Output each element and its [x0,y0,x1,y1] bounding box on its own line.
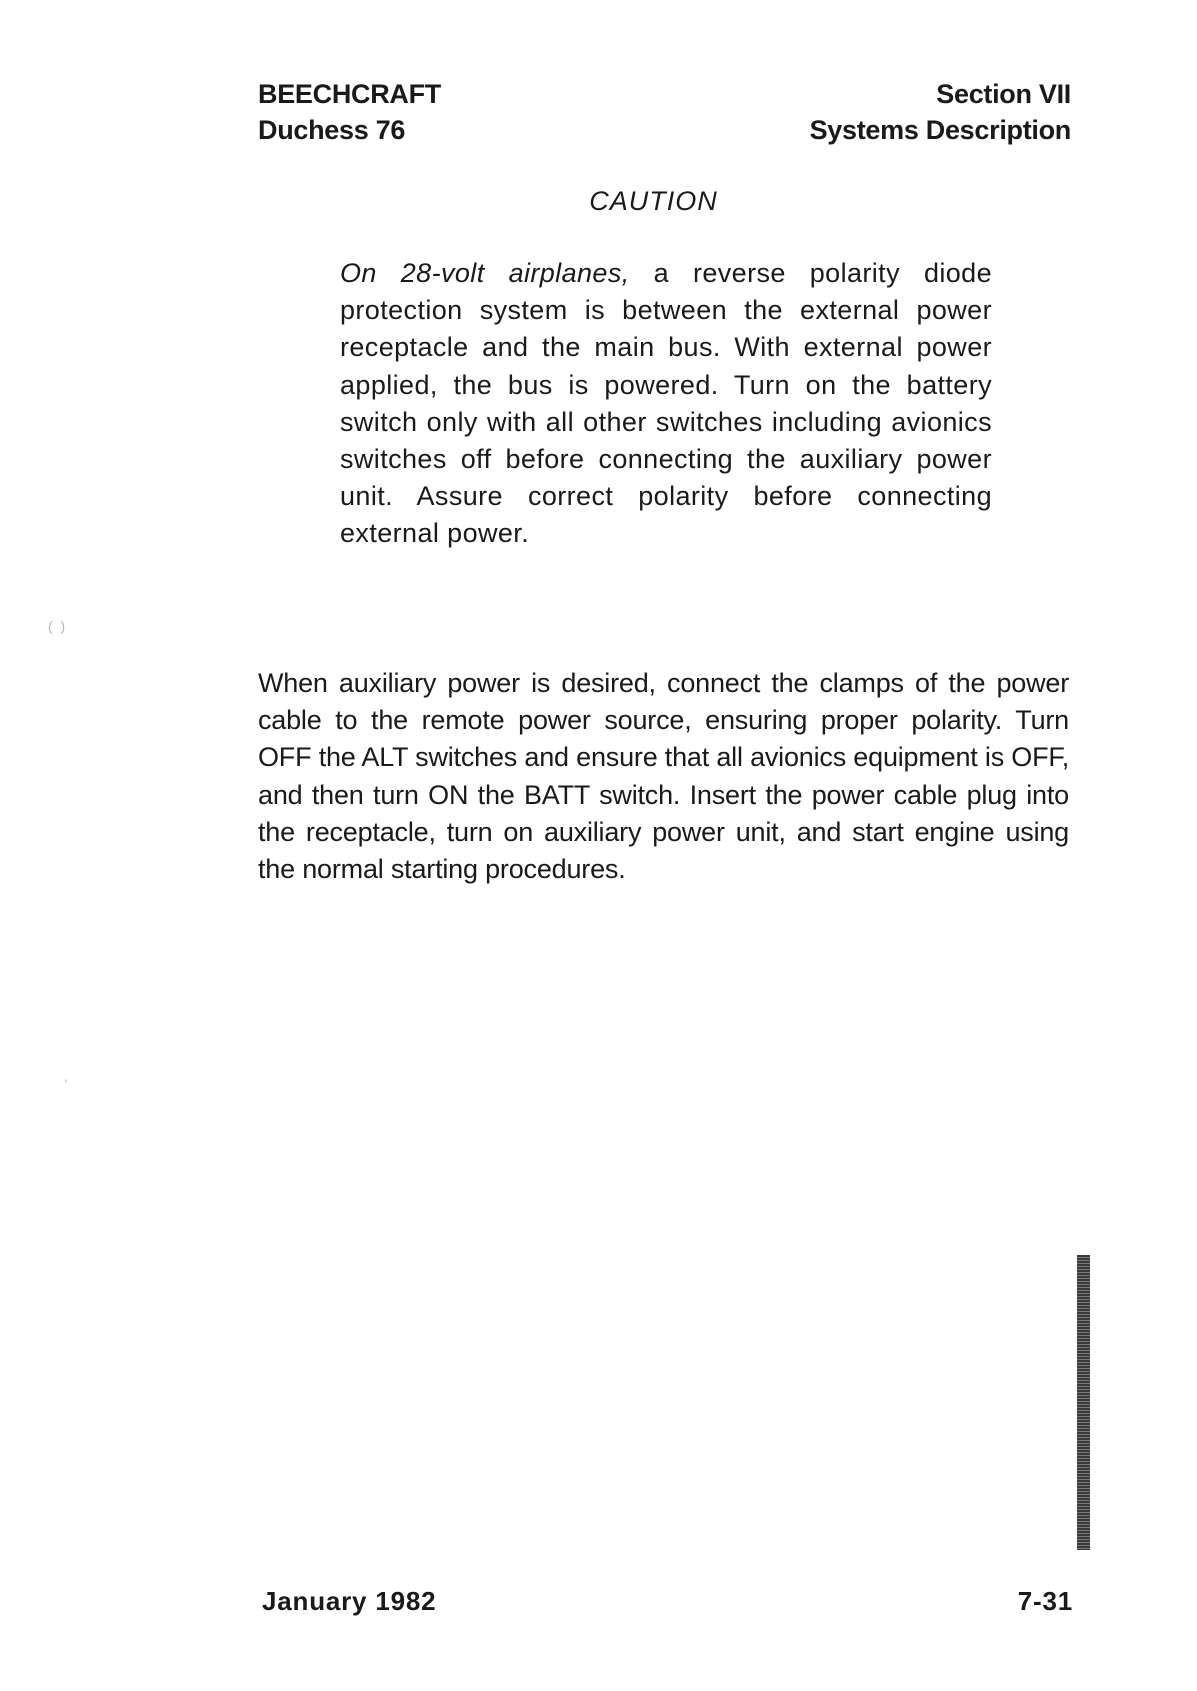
caution-lead: On 28-volt airplanes, [340,258,630,288]
scan-mark: ( ) [48,618,66,634]
revision-change-bar [1077,1255,1090,1550]
footer-date: January 1982 [262,1586,437,1616]
section-number: Section VII [936,79,1071,109]
manufacturer-name: BEECHCRAFT [258,79,441,109]
footer-page-number: 7-31 [1017,1586,1073,1616]
caution-body-text: a reverse polarity diode protection system is between the external power receptacle and the main bus. With external power applied, the bus is powered. Turn on the battery switch only with all other switches including avionics switches off before connecting the auxiliary power unit. Assure correct polarity before connecting external power. [340,258,993,549]
caution-text [340,255,992,553]
scan-mark: , [60,1068,68,1084]
header-left [258,76,441,148]
body-paragraph: When auxiliary power is desired, connect the clamps of the power cable to the remote power source, ensuring proper polarity. Turn OFF the ALT switches and ensure that all avionics equipment is OFF, and then turn ON the BATT switch. Insert the power cable plug into the receptacle, turn on auxiliary power unit, and start engine using the normal starting procedures. [258,668,1069,885]
aircraft-model: Duchess 76 [258,115,406,145]
header-right [810,76,1071,148]
section-title: Systems Description [809,115,1071,145]
caution-heading: CAUTION [589,186,718,216]
